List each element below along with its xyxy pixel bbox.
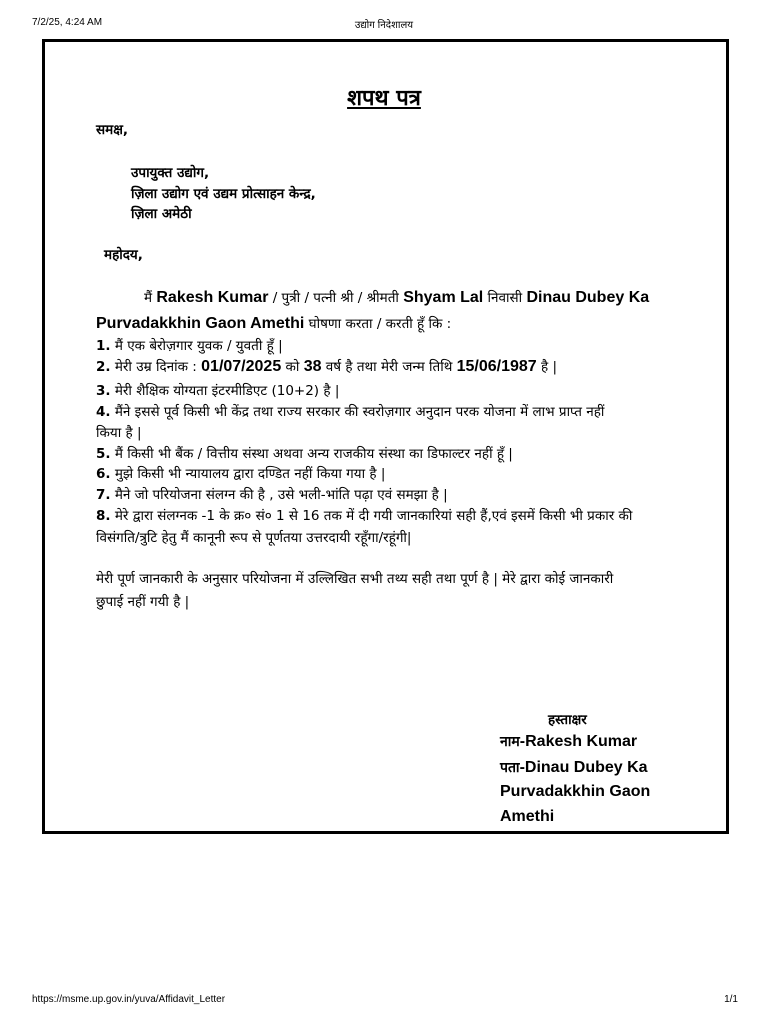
- point-3: [96, 381, 339, 399]
- signature-name-value: -Rakesh Kumar: [519, 733, 638, 750]
- date-of-birth: 15/06/1987: [456, 358, 537, 375]
- point-6-num: 6.: [96, 466, 111, 482]
- point-5-text: मैं किसी भी बैंक / वित्तीय संस्था अथवा अन्य राजकीय संस्था का डिफाल्टर नहीं हूँ |: [114, 446, 513, 462]
- point-1-num: 1.: [96, 338, 111, 354]
- point-2-text-c: वर्ष है तथा मेरी जन्म तिथि: [325, 359, 453, 375]
- point-8-line-1: [96, 506, 632, 524]
- signature-address-3: Amethi: [500, 808, 555, 825]
- address-line-3: ज़िला अमेठी: [131, 206, 192, 222]
- relation-text: / पुत्री / पत्नी श्री / श्रीमती: [272, 290, 399, 306]
- signature-address-1: [500, 758, 648, 777]
- address-part-a: Dinau Dubey Ka: [526, 289, 650, 306]
- print-url: https://msme.up.gov.in/yuva/Affidavit_Letter: [32, 994, 226, 1005]
- point-3-num: 3.: [96, 383, 111, 399]
- document-title: शपथ पत्र: [347, 86, 421, 111]
- signature-address-value: -Dinau Dubey Ka: [519, 759, 648, 776]
- point-5: [96, 444, 513, 462]
- intro-line-2: [96, 314, 451, 333]
- closing-line-1: मेरी पूर्ण जानकारी के अनुसार परियोजना में उल्लिखित सभी तथ्य सही तथा पूर्ण है | मेरे द्वारा कोई जानकारी: [96, 571, 614, 587]
- address-line-2: ज़िला उद्योग एवं उद्यम प्रोत्साहन केन्द्र,: [131, 186, 316, 202]
- signature-label: हस्ताक्षर: [548, 712, 587, 728]
- ghoshna-text: घोषणा करता / करती हूँ कि :: [308, 316, 452, 332]
- intro-mai: मैं: [144, 290, 153, 306]
- signature-name: [500, 732, 637, 751]
- point-2-num: 2.: [96, 359, 111, 375]
- signature-name-label: नाम: [500, 734, 520, 750]
- point-5-num: 5.: [96, 446, 111, 462]
- point-6-text: मुझे किसी भी न्यायालय द्वारा दण्डित नहीं किया गया है |: [114, 466, 386, 482]
- print-datetime: 7/2/25, 4:24 AM: [32, 17, 103, 28]
- declaration-date: 01/07/2025: [201, 358, 282, 375]
- point-4-line-1: [96, 402, 604, 420]
- point-4-num: 4.: [96, 404, 111, 420]
- point-7-num: 7.: [96, 487, 111, 503]
- applicant-name: Rakesh Kumar: [156, 289, 269, 306]
- samaksh: समक्ष,: [96, 122, 129, 138]
- point-3-text: मेरी शैक्षिक योग्यता इंटरमीडिएट (10+2) है |: [114, 383, 340, 399]
- print-page-title: उद्योग निदेशालय: [354, 20, 414, 31]
- point-1-text: मैं एक बेरोज़गार युवक / युवती हूँ |: [114, 338, 283, 354]
- point-2-text-a: मेरी उम्र दिनांक :: [114, 359, 197, 375]
- point-2-text-d: है |: [541, 359, 558, 375]
- address-line-1: उपायुक्त उद्योग,: [131, 165, 210, 181]
- document-border: [42, 39, 729, 834]
- address-part-b: Purvadakkhin Gaon Amethi: [96, 315, 305, 332]
- salutation: महोदय,: [104, 247, 143, 263]
- closing-line-2: छुपाई नहीं गयी है |: [96, 594, 190, 610]
- point-7: [96, 485, 448, 503]
- point-8-line-2: विसंगति/त्रुटि हेतु मैं कानूनी रूप से पूर्णतया उत्तरदायी रहूँगा/रहूंगी|: [96, 530, 412, 546]
- signature-address-label: पता: [500, 760, 520, 776]
- print-page-number: 1/1: [724, 994, 738, 1005]
- point-7-text: मैने जो परियोजना संलग्न की है , उसे भली-भांति पढ़ा एवं समझा है |: [114, 487, 448, 503]
- point-1: [96, 336, 283, 354]
- point-6: [96, 464, 385, 482]
- point-2-text-b: को: [285, 359, 300, 375]
- point-8-num: 8.: [96, 508, 111, 524]
- intro-line-1: [144, 288, 649, 307]
- nivasi-text: निवासी: [487, 290, 523, 306]
- point-4-text-1: मैंने इससे पूर्व किसी भी केंद्र तथा राज्य सरकार की स्वरोज़गार अनुदान परक योजना में लाभ प्राप्त नहीं: [114, 404, 605, 420]
- age-value: 38: [303, 358, 322, 375]
- signature-address-2: Purvadakkhin Gaon: [500, 783, 651, 800]
- point-4-line-2: किया है |: [96, 425, 142, 441]
- point-8-text-1: मेरे द्वारा संलग्नक -1 के क्र० सं० 1 से 16 तक में दी गयी जानकारियां सही हैं,एवं इसमें किसी भी प्रकार की: [114, 508, 633, 524]
- father-name: Shyam Lal: [403, 289, 484, 306]
- point-2: [96, 357, 557, 376]
